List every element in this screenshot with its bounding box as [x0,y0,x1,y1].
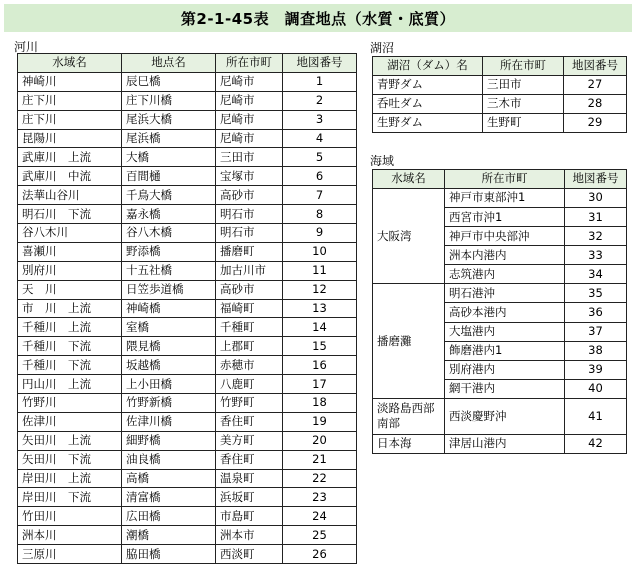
sea-cell: 志筑港内 [445,265,565,284]
river-cell: 室橋 [122,318,216,337]
river-cell: 15 [283,337,357,356]
table-row [373,434,627,453]
river-cell: 23 [283,488,357,507]
sea-cell: 37 [565,322,627,341]
lake-cell: 29 [564,113,627,132]
sea-cell: 32 [565,227,627,246]
river-cell: 竹野新橋 [122,394,216,413]
sea-cell: 別府港内 [445,360,565,379]
table-row [18,507,357,526]
river-cell: 三原川 [18,545,122,564]
river-cell: 広田橋 [122,507,216,526]
river-cell: 昆陽川 [18,129,122,148]
table-row [18,299,357,318]
river-cell: 2 [283,91,357,110]
river-cell: 庄下川 [18,110,122,129]
river-cell: 17 [283,375,357,394]
river-cell: 千種川 下流 [18,356,122,375]
sea-cell: 36 [565,303,627,322]
river-cell: 7 [283,186,357,205]
river-cell: 十五社橋 [122,261,216,280]
table-row [373,75,627,94]
river-cell: 法華山谷川 [18,186,122,205]
sea-cell: 35 [565,284,627,303]
table-row [18,337,357,356]
river-cell: 武庫川 中流 [18,167,122,186]
table-row [18,545,357,564]
table-row [18,186,357,205]
sea-section-label: 海域 [370,154,395,168]
sea-area-cell: 淡路島西部南部 [373,398,445,434]
river-cell: 三田市 [216,148,283,167]
table-row [18,488,357,507]
river-cell: 脇田橋 [122,545,216,564]
river-cell: 神崎川 [18,72,122,91]
river-cell: 佐津川 [18,412,122,431]
sea-header-cell: 所在市町 [445,170,565,189]
river-cell: 24 [283,507,357,526]
river-cell: 明石市 [216,205,283,224]
river-cell: 辰巳橋 [122,72,216,91]
river-cell: 尼崎市 [216,72,283,91]
table-row [18,129,357,148]
sea-area-cell: 播磨灘 [373,284,445,399]
river-cell: 百間樋 [122,167,216,186]
sea-cell: 30 [565,188,627,207]
river-cell: 21 [283,450,357,469]
sea-cell: 津居山港内 [445,434,565,453]
river-cell: 上小田橋 [122,375,216,394]
sea-table [372,169,627,454]
table-row [373,113,627,132]
river-cell: 庄下川橋 [122,91,216,110]
river-cell: 尼崎市 [216,110,283,129]
river-cell: 千種川 下流 [18,337,122,356]
sea-header-cell: 地図番号 [565,170,627,189]
river-cell: 清富橋 [122,488,216,507]
river-cell: 6 [283,167,357,186]
river-cell: 9 [283,224,357,243]
lake-table [372,56,627,133]
river-cell: 竹田川 [18,507,122,526]
river-cell: 赤穂市 [216,356,283,375]
sea-cell: 39 [565,360,627,379]
river-cell: 明石川 下流 [18,205,122,224]
river-cell: 11 [283,261,357,280]
table-row [18,431,357,450]
sea-cell: 明石港沖 [445,284,565,303]
river-cell: 市島町 [216,507,283,526]
river-cell: 上郡町 [216,337,283,356]
lake-cell: 生野ダム [373,113,483,132]
table-row [18,72,357,91]
lake-section-label: 湖沼 [370,41,395,55]
sea-cell: 神戸市東部沖1 [445,188,565,207]
table-row [373,188,627,207]
lake-cell: 三田市 [483,75,564,94]
sea-area-cell: 大阪湾 [373,188,445,283]
river-cell: 19 [283,412,357,431]
lake-header-cell: 湖沼（ダム）名 [373,57,483,76]
river-cell: 潮橋 [122,526,216,545]
table-row [373,398,627,434]
river-cell: 岸田川 上流 [18,469,122,488]
sea-cell: 網干港内 [445,379,565,398]
river-cell: 佐津川橋 [122,412,216,431]
river-cell: 20 [283,431,357,450]
river-cell: 千種川 上流 [18,318,122,337]
table-row [18,205,357,224]
river-cell: 尼崎市 [216,129,283,148]
table-row [18,394,357,413]
river-cell: 5 [283,148,357,167]
river-header-cell: 地点名 [122,54,216,73]
river-cell: 日笠歩道橋 [122,280,216,299]
river-cell: 矢田川 下流 [18,450,122,469]
table-row [18,280,357,299]
lake-cell: 三木市 [483,94,564,113]
river-cell: 福崎町 [216,299,283,318]
river-cell: 高橋 [122,469,216,488]
river-cell: 円山川 上流 [18,375,122,394]
river-cell: 千種町 [216,318,283,337]
lake-header-cell: 地図番号 [564,57,627,76]
river-cell: 26 [283,545,357,564]
lake-cell: 生野町 [483,113,564,132]
river-cell: 16 [283,356,357,375]
river-cell: 武庫川 上流 [18,148,122,167]
table-row [18,91,357,110]
river-cell: 播磨町 [216,242,283,261]
river-cell: 隈見橋 [122,337,216,356]
river-cell: 竹野川 [18,394,122,413]
river-cell: 1 [283,72,357,91]
river-cell: 八鹿町 [216,375,283,394]
sea-cell: 西宮市沖1 [445,207,565,226]
sea-cell: 38 [565,341,627,360]
river-cell: 喜瀬川 [18,242,122,261]
river-cell: 岸田川 下流 [18,488,122,507]
river-cell: 宝塚市 [216,167,283,186]
sea-cell: 33 [565,246,627,265]
river-cell: 22 [283,469,357,488]
river-cell: 3 [283,110,357,129]
river-cell: 坂越橋 [122,356,216,375]
river-cell: 加古川市 [216,261,283,280]
sea-cell: 42 [565,434,627,453]
table-row [18,224,357,243]
river-cell: 美方町 [216,431,283,450]
river-cell: 香住町 [216,450,283,469]
sea-cell: 大塩港内 [445,322,565,341]
river-cell: 矢田川 上流 [18,431,122,450]
lake-cell: 28 [564,94,627,113]
river-cell: 庄下川 [18,91,122,110]
sea-cell: 41 [565,398,627,434]
table-row [373,284,627,303]
table-row [18,356,357,375]
table-row [18,167,357,186]
sea-cell: 高砂本港内 [445,303,565,322]
river-header-cell: 水域名 [18,54,122,73]
river-cell: 洲本川 [18,526,122,545]
river-cell: 高砂市 [216,280,283,299]
river-cell: 尾浜橋 [122,129,216,148]
lake-cell: 青野ダム [373,75,483,94]
lake-cell: 27 [564,75,627,94]
river-cell: 谷八木川 [18,224,122,243]
river-cell: 25 [283,526,357,545]
river-cell: 香住町 [216,412,283,431]
river-cell: 大橋 [122,148,216,167]
river-cell: 神崎橋 [122,299,216,318]
sea-cell: 飾磨港内1 [445,341,565,360]
sea-cell: 31 [565,207,627,226]
river-cell: 12 [283,280,357,299]
table-row [18,261,357,280]
river-cell: 浜坂町 [216,488,283,507]
river-cell: 高砂市 [216,186,283,205]
sea-cell: 神戸市中央部沖 [445,227,565,246]
table-row [18,526,357,545]
river-cell: 天 川 [18,280,122,299]
lake-cell: 呑吐ダム [373,94,483,113]
table-row [18,148,357,167]
river-cell: 10 [283,242,357,261]
river-header-cell: 所在市町 [216,54,283,73]
river-cell: 明石市 [216,224,283,243]
river-cell: 谷八木橋 [122,224,216,243]
table-row [18,318,357,337]
river-cell: 温泉町 [216,469,283,488]
river-cell: 14 [283,318,357,337]
sea-cell: 西淡慶野沖 [445,398,565,434]
lake-header-cell: 所在市町 [483,57,564,76]
sea-area-cell: 日本海 [373,434,445,453]
sea-cell: 40 [565,379,627,398]
river-cell: 18 [283,394,357,413]
table-row [18,110,357,129]
table-row [18,412,357,431]
river-cell: 4 [283,129,357,148]
river-cell: 尼崎市 [216,91,283,110]
river-cell: 嘉永橋 [122,205,216,224]
river-cell: 千鳥大橋 [122,186,216,205]
river-header-cell: 地図番号 [283,54,357,73]
river-cell: 竹野町 [216,394,283,413]
river-cell: 別府川 [18,261,122,280]
river-cell: 西淡町 [216,545,283,564]
river-cell: 洲本市 [216,526,283,545]
river-cell: 細野橋 [122,431,216,450]
sea-cell: 洲本内港内 [445,246,565,265]
river-section-label: 河川 [14,40,39,54]
sea-cell: 34 [565,265,627,284]
river-cell: 8 [283,205,357,224]
river-cell: 油良橋 [122,450,216,469]
table-row [18,375,357,394]
table-row [18,450,357,469]
sea-header-cell: 水域名 [373,170,445,189]
river-cell: 13 [283,299,357,318]
table-row [18,242,357,261]
river-table [17,53,357,564]
river-cell: 尾浜大橋 [122,110,216,129]
page-title: 第2-1-45表 調査地点（水質・底質） [4,4,632,32]
table-row [373,94,627,113]
table-row [18,469,357,488]
river-cell: 市 川 上流 [18,299,122,318]
river-cell: 野添橋 [122,242,216,261]
